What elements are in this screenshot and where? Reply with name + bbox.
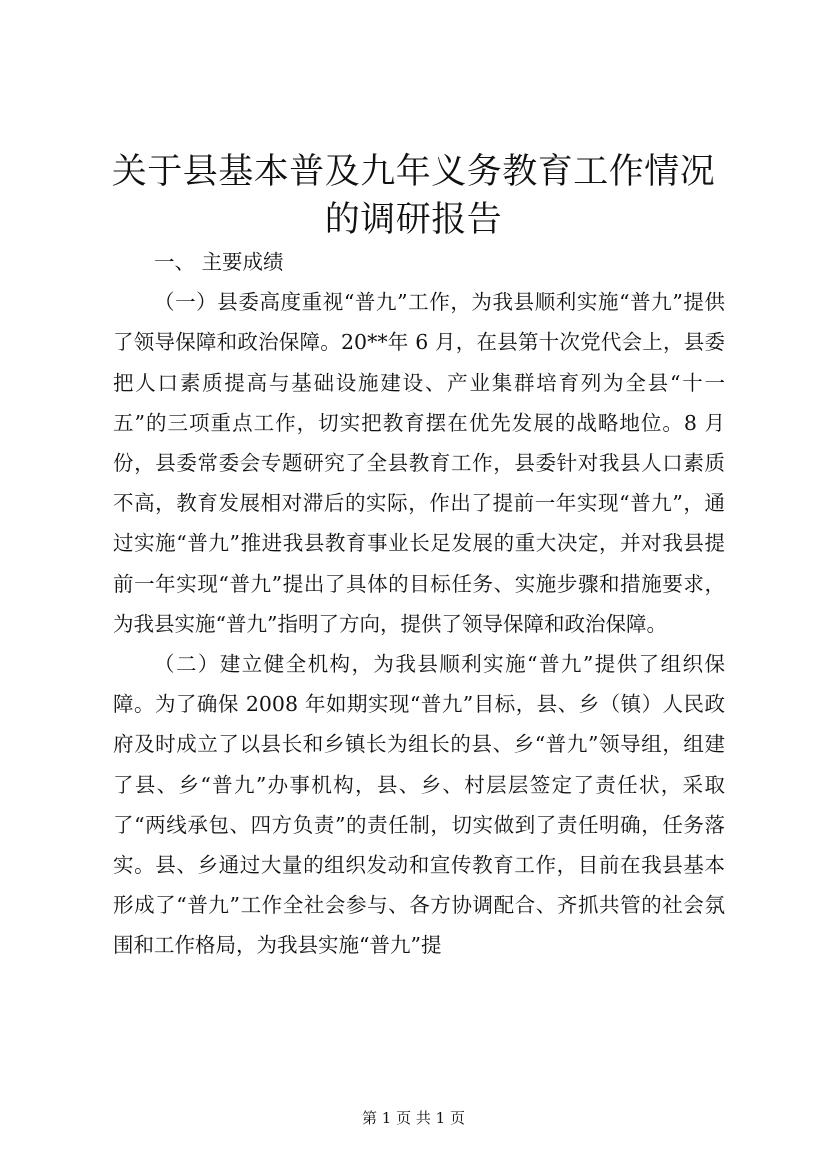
page-number-footer: 第 1 页 共 1 页: [362, 1109, 465, 1127]
paragraph-1: （一）县委高度重视“普九”工作，为我县顺利实施“普九”提供了领导保障和政治保障。20**年 6 月，在县第十次党代会上，县委把人口素质提高与基础设施建设、产业集群培育列为全县“十一五”的三项重点工作，切实把教育摆在优先发展的战略地位。8 月份，县委常委会专题研究了全县教育工作，县委针对我县人口素质不高，教育发展相对滞后的实际，作出了提前一年实现“普九”，通过实施“普九”推进我县教育事业长足发展的重大决定，并对我县提前一年实现“普九”提出了具体的目标任务、实施步骤和措施要求，为我县实施“普九”指明了方向，提供了领导保障和政治保障。: [113, 290, 725, 636]
section-heading: 一、 主要成绩: [154, 250, 284, 274]
document-title: 关于县基本普及九年义务教育工作情况的调研报告: [111, 152, 716, 240]
paragraph-2: （二）建立健全机构，为我县顺利实施“普九”提供了组织保障。为了确保 2008 年如期实现“普九”目标，县、乡（镇）人民政府及时成立了以县长和乡镇长为组长的县、乡“普九”领导组，组建了县、乡“普九”办事机构，县、乡、村层层签定了责任状，采取了“两线承包、四方负责”的责任制，切实做到了责任明确，任务落实。县、乡通过大量的组织发动和宣传教育工作，目前在我县基本形成了“普九”工作全社会参与、各方协调配合、齐抓共管的社会氛围和工作格局，为我县实施“普九”提: [113, 652, 725, 958]
document-body: [113, 242, 725, 966]
